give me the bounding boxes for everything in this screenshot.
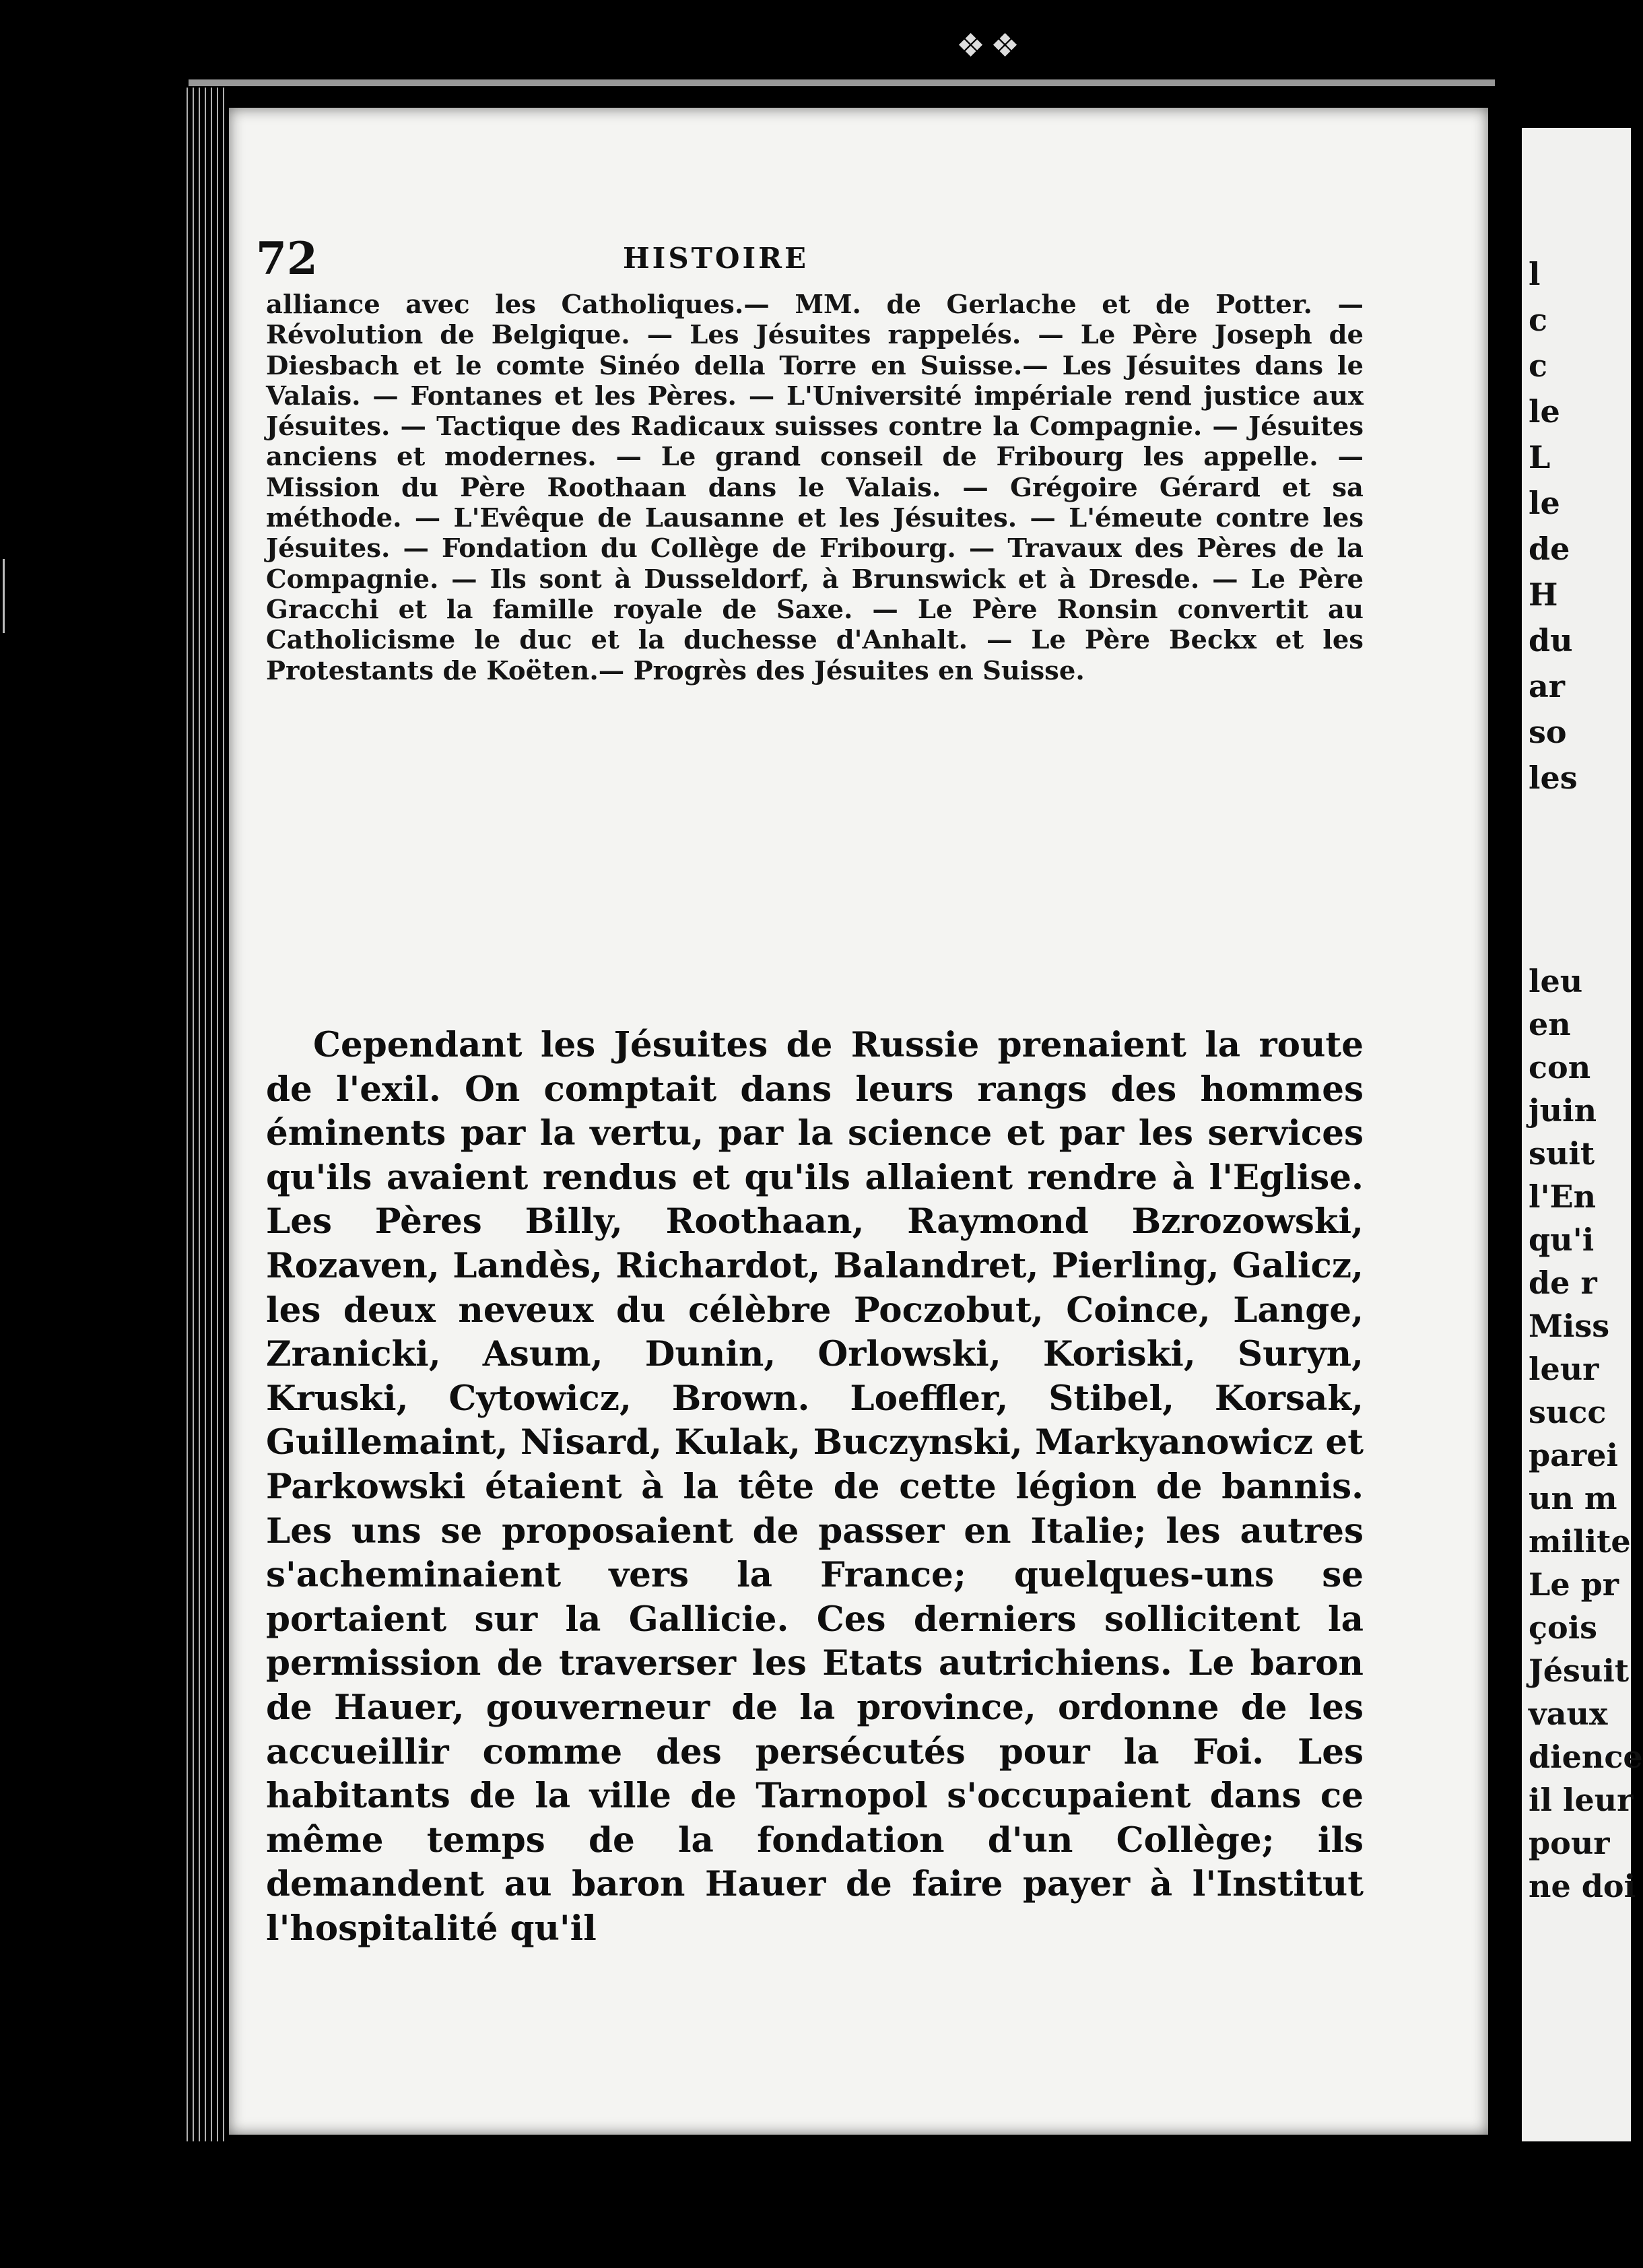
chapter-summary: alliance avec les Catholiques.— MM. de Gerlache et de Potter. — Révolution de Belgique. — Les Jésuites rappelés. — Le Père Joseph de Diesbach et le comte Sinéo della Torre en Suisse.— Les Jésuites dans le Valais. — Fontanes et les Pères. — L'Université impériale rend justice aux Jésuites. — Tactique des Radicaux suisses contre la Compagnie. — Jésuites anciens et modernes. — Le grand conseil de Fribourg les appelle. — Mission du Père Roothaan dans le Valais. — Grégoire Gérard et sa méthode. — L'Evêque de Lausanne et les Jésuites. — L'émeute contre les Jésuites. — Fondation du Collège de Fribourg. — Travaux des Pères de la Compagnie. — Ils sont à Dusseldorf, à Brunswick et à Dresde. — Le Père Gracchi et la famille royale de Saxe. — Le Père Ronsin convertit au Catholicisme le duc et la duchesse d'Anhalt. — Le Père Beckx et les Protestants de Koëten.— Progrès des Jésuites en Suisse.: [266, 290, 1364, 686]
book-binding-edge: [182, 88, 229, 2141]
facing-page-line-fragment: de r: [1529, 1265, 1597, 1301]
facing-page-line-fragment: l'En: [1529, 1178, 1597, 1215]
facing-page-line-fragment: les: [1529, 760, 1578, 796]
facing-page-edge: [1522, 128, 1643, 2141]
page-header: [256, 232, 1374, 286]
facing-page-line-fragment: dience: [1529, 1739, 1643, 1775]
facing-page-line-fragment: un m: [1529, 1480, 1617, 1516]
facing-page-line-fragment: Jésuit: [1529, 1653, 1630, 1689]
facing-page-line-fragment: leu: [1529, 963, 1583, 999]
facing-page-line-fragment: qu'i: [1529, 1222, 1595, 1258]
facing-page-line-fragment: c: [1529, 302, 1548, 338]
facing-page-line-fragment: l: [1529, 256, 1541, 292]
facing-page-line-fragment: en: [1529, 1006, 1571, 1042]
facing-page-line-fragment: juin: [1529, 1092, 1597, 1129]
page-top-edge: [189, 79, 1495, 86]
facing-page-line-fragment: parei: [1529, 1437, 1618, 1473]
facing-page-line-fragment: L: [1529, 439, 1551, 475]
facing-page-line-fragment: Le pr: [1529, 1566, 1619, 1603]
facing-page-line-fragment: de: [1529, 531, 1570, 567]
running-head: HISTOIRE: [623, 242, 809, 275]
facing-page-line-fragment: ar: [1529, 668, 1566, 704]
facing-page-line-fragment: so: [1529, 714, 1567, 750]
facing-page-line-fragment: suit: [1529, 1135, 1595, 1172]
facing-page-line-fragment: con: [1529, 1049, 1591, 1086]
facing-page-line-fragment: le: [1529, 393, 1560, 430]
body-paragraph: Cependant les Jésuites de Russie prenaient la route de l'exil. On comptait dans leurs rangs des hommes éminents par la vertu, par la science et par les services qu'ils avaient rendus et qu'ils allaient rendre à l'Eglise. Les Pères Billy, Roothaan, Raymond Bzrozowski, Rozaven, Landès, Richardot, Balandret, Pierling, Galicz, les deux neveux du célèbre Poczobut, Coince, Lange, Zranicki, Asum, Dunin, Orlowski, Koriski, Suryn, Kruski, Cytowicz, Brown. Loeffler, Stibel, Korsak, Guillemaint, Nisard, Kulak, Buczynski, Markyanowicz et Parkowski étaient à la tête de cette légion de bannis. Les uns se proposaient de passer en Italie; les autres s'acheminaient vers la France; quelques-uns se portaient sur la Gallicie. Ces derniers sollicitent la permission de traverser les Etats autrichiens. Le baron de Hauer, gouverneur de la province, ordonne de les accueillir comme des persécutés pour la Foi. Les habitants de la ville de Tarnopol s'occupaient dans ce même temps de la fondation d'un Collège; ils demandent au baron Hauer de faire payer à l'Institut l'hospitalité qu'il: [266, 1025, 1364, 1949]
facing-page-line-fragment: H: [1529, 576, 1558, 613]
facing-page-line-fragment: vaux: [1529, 1696, 1608, 1732]
facing-page-line-fragment: le: [1529, 485, 1560, 521]
left-edge-mark: [3, 559, 18, 633]
facing-page-line-fragment: succ: [1529, 1394, 1607, 1430]
page-gutter: [1488, 108, 1522, 2135]
facing-page-line-fragment: Miss: [1529, 1308, 1610, 1344]
top-library-marks: ❖❖: [956, 27, 1026, 65]
facing-page-line-fragment: du: [1529, 622, 1573, 659]
page-number: 72: [256, 232, 318, 285]
facing-page-line-fragment: pour: [1529, 1825, 1610, 1861]
facing-page-line-fragment: milite: [1529, 1523, 1631, 1560]
facing-page-line-fragment: ne doi: [1529, 1868, 1636, 1904]
facing-page-line-fragment: il leur: [1529, 1782, 1634, 1818]
facing-page-line-fragment: leur: [1529, 1351, 1599, 1387]
facing-page-line-fragment: çois: [1529, 1609, 1598, 1646]
facing-page-line-fragment: c: [1529, 347, 1548, 384]
